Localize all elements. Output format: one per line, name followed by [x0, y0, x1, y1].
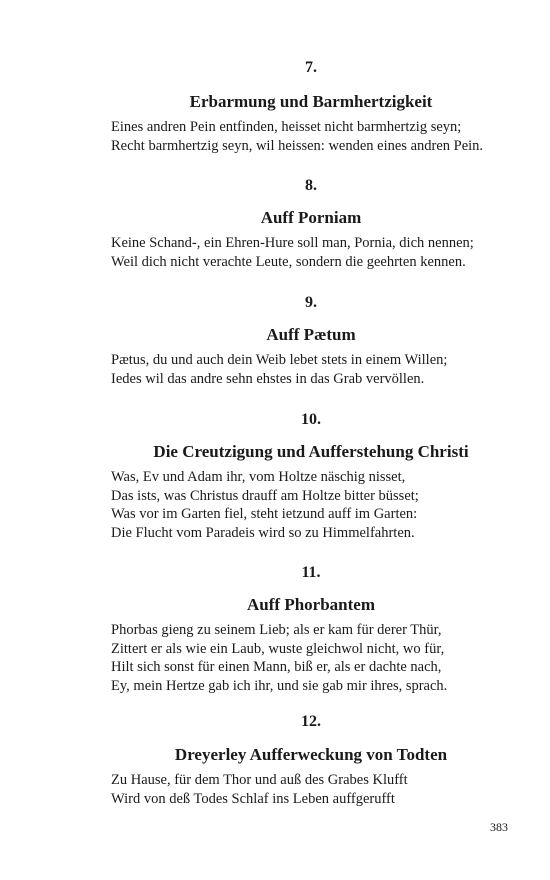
poem-line: Was, Ev und Adam ihr, vom Holtze näschig nisset,	[111, 469, 406, 485]
poem-line: Ey, mein Hertze gab ich ihr, und sie gab mir ihres, sprach.	[111, 677, 448, 694]
poem-7	[111, 58, 511, 155]
poem-line: Phorbas gieng zu seinem Lieb; als er kam für derer Thür,	[111, 622, 442, 638]
poem-line: Iedes wil das andre sehn ehstes in das Grab vervöllen.	[111, 370, 425, 387]
poem-line: Zu Hause, für dem Thor und auß des Grabes Klufft	[111, 772, 408, 788]
poem-lines	[111, 234, 511, 271]
poem-line: Eines andren Pein entfinden, heisset nicht barmhertzig seyn;	[111, 119, 462, 135]
poem-number: 8.	[305, 177, 317, 194]
poem-number: 9.	[305, 294, 317, 311]
poem-title: Die Creutzigung und Aufferstehung Christi	[153, 442, 469, 461]
poem-lines	[111, 468, 511, 542]
page-number: 383	[490, 820, 508, 834]
poem-title: Erbarmung und Barmhertzigkeit	[189, 92, 433, 111]
poem-line: Was vor im Garten fiel, steht ietzund auff im Garten:	[111, 506, 418, 522]
poem-line: Wird von deß Todes Schlaf ins Leben auffgerufft	[111, 790, 395, 807]
poem-number: 11.	[301, 564, 321, 581]
poem-title: Auff Pætum	[266, 325, 356, 344]
poem-12	[111, 712, 511, 808]
poem-8	[111, 176, 511, 271]
poem-number: 7.	[305, 59, 317, 76]
poem-line: Hilt sich sonst für einen Mann, biß er, als er dachte nach,	[111, 659, 442, 675]
poem-line: Weil dich nicht verachte Leute, sondern die geehrten kennen.	[111, 253, 466, 270]
poem-9	[111, 293, 511, 388]
poem-10	[111, 410, 511, 542]
poem-line: Keine Schand-, ein Ehren-Hure soll man, Pornia, dich nennen;	[111, 235, 474, 251]
poem-lines	[111, 771, 511, 808]
poem-title: Auff Porniam	[260, 208, 362, 227]
poem-lines	[111, 621, 511, 695]
poem-line: Zittert er als wie ein Laub, wuste gleichwol nicht, wo für,	[111, 640, 445, 657]
poem-number: 12.	[301, 713, 321, 730]
poem-line: Die Flucht vom Paradeis wird so zu Himmelfahrten.	[111, 524, 415, 541]
poem-line: Recht barmhertzig seyn, wil heissen: wenden eines andren Pein.	[111, 137, 484, 154]
poem-number: 10.	[301, 411, 321, 428]
poem-11	[111, 563, 511, 695]
poem-title: Auff Phorbantem	[247, 595, 375, 614]
poem-title: Dreyerley Aufferweckung von Todten	[174, 745, 448, 764]
poem-lines	[111, 351, 511, 388]
poem-line: Pætus, du und auch dein Weib lebet stets in einem Willen;	[111, 352, 448, 368]
poem-line: Das ists, was Christus drauff am Holtze bitter büsset;	[111, 487, 419, 504]
poem-lines	[111, 118, 511, 155]
